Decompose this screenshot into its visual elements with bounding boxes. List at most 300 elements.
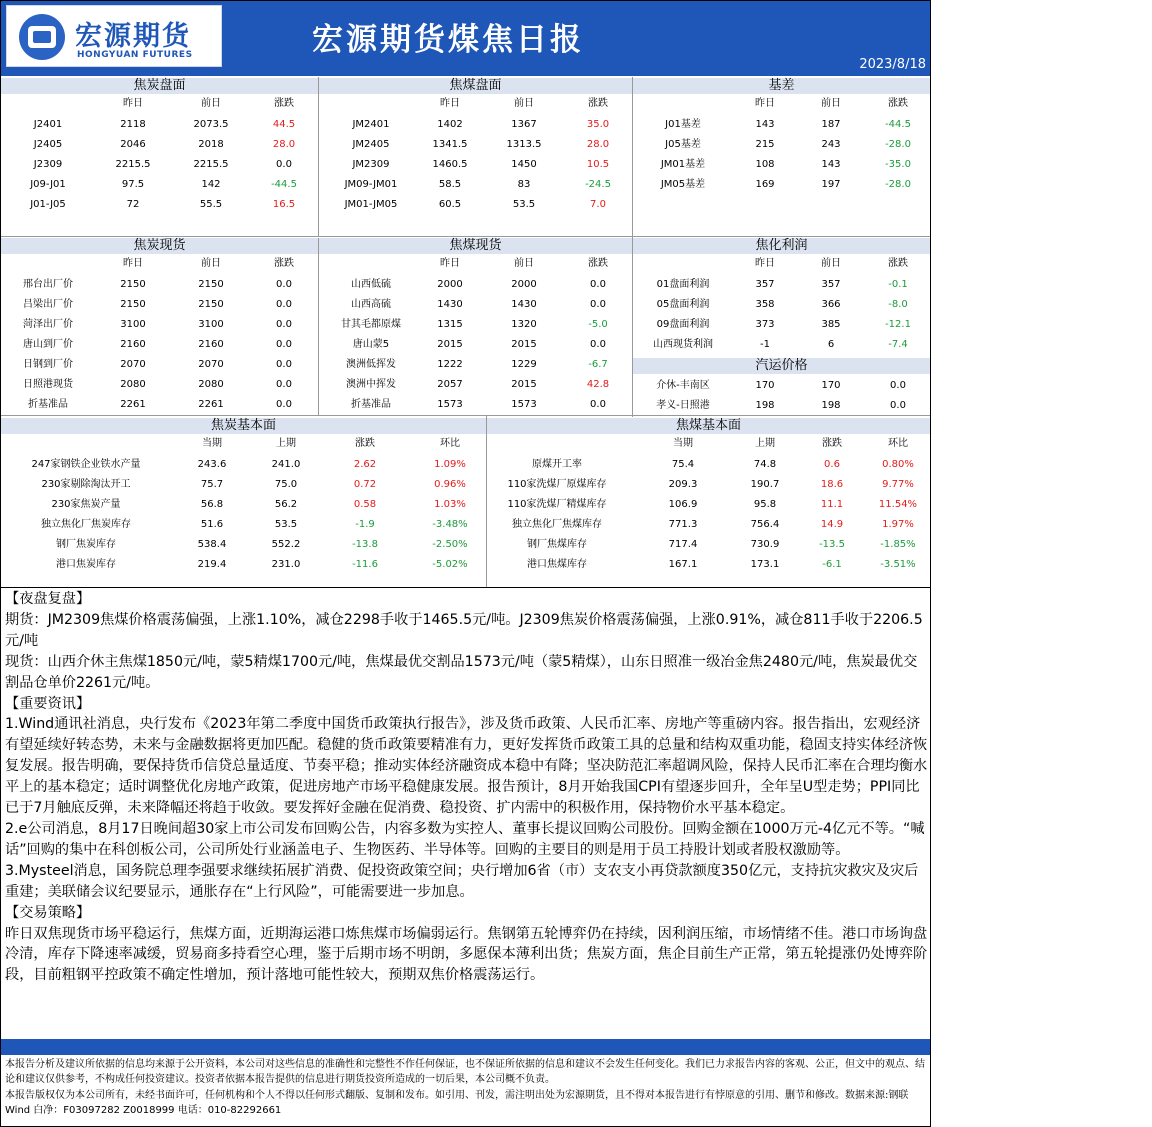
cell-value: 187 xyxy=(821,119,841,130)
column-header: 涨跌 xyxy=(274,98,294,109)
disclaimer xyxy=(5,1057,929,1119)
column-header: 昨日 xyxy=(440,98,460,109)
cell-value: 1367 xyxy=(511,119,537,130)
cell-value: 0.58 xyxy=(353,499,377,510)
cell-value: 2080 xyxy=(198,379,224,390)
table-row xyxy=(1,135,318,155)
section-title: 焦炭现货 xyxy=(1,238,318,254)
table-row xyxy=(1,315,318,335)
table-row xyxy=(633,155,930,175)
cell-value: 0.0 xyxy=(276,379,292,390)
column-header: 涨跌 xyxy=(822,438,842,449)
cell-value: 3100 xyxy=(198,319,224,330)
row-label: 介休-丰南区 xyxy=(656,380,710,391)
footer-divider-band xyxy=(1,1039,930,1055)
report-date: 2023/8/18 xyxy=(859,57,926,72)
cell-value: 2070 xyxy=(198,359,224,370)
column-header: 当期 xyxy=(202,438,222,449)
row-label: 澳洲低挥发 xyxy=(346,359,396,370)
cell-value: 53.5 xyxy=(274,519,298,530)
company-logo xyxy=(6,5,222,67)
cell-value: 0.0 xyxy=(276,319,292,330)
cell-value: 28.0 xyxy=(272,139,296,150)
section-title: 基差 xyxy=(633,78,930,94)
row-label: J2401 xyxy=(33,119,63,130)
disclaimer-line-2: 本报告版权仅为本公司所有，未经书面许可，任何机构和个人不得以任何形式翻版、复制和发布。如引用、刊发，需注明出处为宏源期货，且不得对本报告进行有悖原意的引用、删节和修改。数据来源:钢联 Wind 白净：F03097282 Z0018999 电话：010-82292661 xyxy=(5,1089,909,1117)
cell-value: -7.4 xyxy=(888,339,908,350)
news-item-1: 1.Wind通讯社消息，央行发布《2023年第二季度中国货币政策执行报告》，涉及货币政策、人民币汇率、房地产等重磅内容。报告指出，宏观经济有望延续好转态势，未来与金融数据将更加匹配。稳健的货币政策要精准有力，更好发挥货币政策工具的总量和结构双重功能，稳固支持实体经济恢复发展。报告明确，要保持货币信贷总量适度、节奏平稳；推动实体经济融资成本稳中有降；坚决防范汇率超调风险，保持人民币汇率在合理均衡水平上的基本稳定；适时调整优化房地产政策，促进房地产市场平稳健康发展。报告预计，8月开始我国CPI有望逐步回升，全年呈U型走势；PPI同比已于7月触底反弹，未来降幅还将趋于收敛。要发挥好金融在促消费、稳投资、扩内需中的积极作用，保持物价水平基本稳定。 xyxy=(5,716,928,817)
cell-value: 771.3 xyxy=(668,519,698,530)
cell-value: -3.48% xyxy=(432,519,468,530)
cell-value: -6.7 xyxy=(588,359,608,370)
cell-value: 538.4 xyxy=(197,539,227,550)
cell-value: 0.0 xyxy=(276,339,292,350)
table-row xyxy=(1,535,486,555)
cell-value: -2.50% xyxy=(432,539,468,550)
cell-value: 58.5 xyxy=(438,179,462,190)
cell-value: 0.0 xyxy=(890,380,906,391)
cell-value: 1573 xyxy=(511,399,537,410)
section-title: 焦煤基本面 xyxy=(487,418,930,434)
row-label: 澳洲中挥发 xyxy=(346,379,396,390)
column-header: 涨跌 xyxy=(888,98,908,109)
cell-value: 2160 xyxy=(198,339,224,350)
table-row xyxy=(633,335,930,355)
cell-value: -0.1 xyxy=(888,279,908,290)
cell-value: 2261 xyxy=(198,399,224,410)
row-label: JM2405 xyxy=(352,139,390,150)
row-label: 247家钢铁企业铁水产量 xyxy=(31,459,141,470)
cell-value: 2080 xyxy=(120,379,146,390)
column-header: 前日 xyxy=(201,258,221,269)
cell-value: 28.0 xyxy=(586,139,610,150)
table-row xyxy=(1,395,318,415)
cell-value: 6 xyxy=(827,339,835,350)
cell-value: -1 xyxy=(760,339,770,350)
cell-value: 2015 xyxy=(437,339,463,350)
cell-value: 167.1 xyxy=(668,559,698,570)
news-heading: 【重要资讯】 xyxy=(5,695,91,712)
cell-value: 0.0 xyxy=(590,299,606,310)
cell-value: -24.5 xyxy=(585,179,611,190)
cell-value: 2046 xyxy=(120,139,146,150)
column-header: 环比 xyxy=(440,438,460,449)
cell-value: 209.3 xyxy=(668,479,698,490)
row-label: 山西现货利润 xyxy=(653,339,713,350)
cell-value: 7.0 xyxy=(590,199,606,210)
cell-value: 2000 xyxy=(437,279,463,290)
cell-value: 1573 xyxy=(437,399,463,410)
cell-value: 2150 xyxy=(120,279,146,290)
column-header: 上期 xyxy=(755,438,775,449)
freight-price-table xyxy=(633,358,930,415)
cell-value: 717.4 xyxy=(668,539,698,550)
row-label: JM09-JM01 xyxy=(344,179,398,190)
section-title: 汽运价格 xyxy=(633,358,930,374)
column-header: 昨日 xyxy=(755,258,775,269)
cell-value: 241.0 xyxy=(271,459,301,470)
column-header: 昨日 xyxy=(440,258,460,269)
table-row xyxy=(1,515,486,535)
row-label: 港口焦炭库存 xyxy=(56,559,116,570)
table-row xyxy=(319,395,632,415)
cell-value: 18.6 xyxy=(820,479,844,490)
cell-value: 75.0 xyxy=(274,479,298,490)
cell-value: 142 xyxy=(201,179,221,190)
coking-profit-table xyxy=(633,238,930,355)
table-row xyxy=(319,335,632,355)
cell-value: 1229 xyxy=(511,359,537,370)
cell-value: 0.0 xyxy=(590,399,606,410)
cell-value: 75.7 xyxy=(200,479,224,490)
strategy-text: 昨日双焦现货市场平稳运行，焦煤方面，近期海运港口炼焦煤市场偏弱运行。焦钢第五轮博弈仍在持续，因利润压缩，市场情绪不佳。港口市场询盘冷清，库存下降速率减缓，贸易商多持看空心理，鉴于后期市场不明朗，多愿保本薄利出货；焦炭方面，焦企目前生产正常，第五轮提涨仍处博弈阶段，目前粗钢平控政策不确定性增加，预计落地可能性较大，预期双焦价格震荡运行。 xyxy=(5,925,928,984)
cell-value: 2150 xyxy=(198,279,224,290)
row-label: 吕梁出厂价 xyxy=(23,299,73,310)
cell-value: 1.09% xyxy=(434,459,466,470)
table-row xyxy=(633,376,930,396)
cell-value: -11.6 xyxy=(352,559,378,570)
cell-value: 42.8 xyxy=(586,379,610,390)
cell-value: -13.5 xyxy=(819,539,845,550)
cell-value: 198 xyxy=(821,400,841,411)
cell-value: 11.54% xyxy=(878,499,918,510)
table-row xyxy=(633,295,930,315)
row-label: 山西高硫 xyxy=(351,299,391,310)
cell-value: 35.0 xyxy=(586,119,610,130)
cell-value: -28.0 xyxy=(885,139,911,150)
cell-value: 0.0 xyxy=(276,159,292,170)
row-label: 日钢到厂价 xyxy=(23,359,73,370)
section-title: 焦化利润 xyxy=(633,238,930,254)
cell-value: 1315 xyxy=(437,319,463,330)
row-label: 甘其毛都原煤 xyxy=(341,319,401,330)
cell-value: -1.85% xyxy=(880,539,916,550)
cell-value: 9.77% xyxy=(882,479,914,490)
table-row xyxy=(319,275,632,295)
cell-value: 2000 xyxy=(511,279,537,290)
cell-value: 231.0 xyxy=(271,559,301,570)
cell-value: 173.1 xyxy=(750,559,780,570)
row-label: 110家洗煤厂精煤库存 xyxy=(507,499,607,510)
table-row xyxy=(633,115,930,135)
cell-value: 53.5 xyxy=(512,199,536,210)
cell-value: 373 xyxy=(755,319,775,330)
cell-value: 16.5 xyxy=(272,199,296,210)
cell-value: 51.6 xyxy=(200,519,224,530)
cell-value: 1460.5 xyxy=(432,159,468,170)
cell-value: 0.0 xyxy=(276,359,292,370)
cell-value: 56.8 xyxy=(200,499,224,510)
cell-value: -1.9 xyxy=(355,519,375,530)
cell-value: 0.96% xyxy=(434,479,466,490)
cell-value: 1430 xyxy=(511,299,537,310)
row-label: J2309 xyxy=(33,159,63,170)
cell-value: -5.0 xyxy=(588,319,608,330)
table-row xyxy=(1,495,486,515)
coke-spot-table xyxy=(1,238,318,415)
cell-value: -12.1 xyxy=(885,319,911,330)
cell-value: 243.6 xyxy=(197,459,227,470)
cell-value: 3100 xyxy=(120,319,146,330)
column-header: 前日 xyxy=(201,98,221,109)
cell-value: 357 xyxy=(755,279,775,290)
section-title: 焦炭盘面 xyxy=(1,78,318,94)
cell-value: 385 xyxy=(821,319,841,330)
row-label: JM05基差 xyxy=(660,179,706,190)
coke-fundamentals-table xyxy=(1,418,486,587)
column-header: 涨跌 xyxy=(274,258,294,269)
cell-value: 143 xyxy=(755,119,775,130)
row-label: J01基差 xyxy=(665,119,701,130)
cell-value: 1.03% xyxy=(434,499,466,510)
night-spot-text: 现货：山西介休主焦煤1850元/吨，蒙5精煤1700元/吨，焦煤最优交割品1573元/吨（蒙5精煤），山东日照准一级冶金焦2480元/吨，焦炭最优交割品仓单价2261元/吨。 xyxy=(5,653,918,691)
table-row xyxy=(319,355,632,375)
cell-value: 95.8 xyxy=(753,499,777,510)
cell-value: 358 xyxy=(755,299,775,310)
row-label: 230家焦炭产量 xyxy=(51,499,121,510)
row-label: JM01基差 xyxy=(660,159,706,170)
table-row xyxy=(487,495,930,515)
table-row xyxy=(487,535,930,555)
logo-mark-icon xyxy=(19,14,65,60)
coal-futures-table xyxy=(319,78,632,236)
cell-value: 170 xyxy=(755,380,775,391)
column-header: 环比 xyxy=(888,438,908,449)
table-row xyxy=(1,355,318,375)
cell-value: 215 xyxy=(755,139,775,150)
cell-value: 83 xyxy=(517,179,531,190)
cell-value: 143 xyxy=(821,159,841,170)
row-label: 独立焦化厂焦煤库存 xyxy=(512,519,602,530)
cell-value: 11.1 xyxy=(820,499,844,510)
cell-value: 10.5 xyxy=(586,159,610,170)
cell-value: 2150 xyxy=(120,299,146,310)
column-header: 涨跌 xyxy=(588,258,608,269)
cell-value: 55.5 xyxy=(199,199,223,210)
table-row xyxy=(1,155,318,175)
cell-value: -5.02% xyxy=(432,559,468,570)
logo-english-name: HONGYUAN FUTURES xyxy=(77,50,193,60)
cell-value: 72 xyxy=(126,199,140,210)
row-label: J01-J05 xyxy=(30,199,66,210)
cell-value: 2118 xyxy=(120,119,146,130)
column-header: 上期 xyxy=(276,438,296,449)
cell-value: 198 xyxy=(755,400,775,411)
cell-value: 190.7 xyxy=(750,479,780,490)
cell-value: 1402 xyxy=(437,119,463,130)
cell-value: 1430 xyxy=(437,299,463,310)
column-header: 涨跌 xyxy=(355,438,375,449)
cell-value: 0.0 xyxy=(590,279,606,290)
row-label: 港口焦煤库存 xyxy=(527,559,587,570)
row-label: 唐山到厂价 xyxy=(23,339,73,350)
cell-value: -28.0 xyxy=(885,179,911,190)
row-label: 钢厂焦炭库存 xyxy=(56,539,116,550)
row-label: 折基准品 xyxy=(28,399,68,410)
strategy-heading: 【交易策略】 xyxy=(5,904,91,921)
coke-futures-table xyxy=(1,78,318,236)
table-row xyxy=(319,295,632,315)
cell-value: 1341.5 xyxy=(432,139,468,150)
cell-value: 75.4 xyxy=(671,459,695,470)
table-row xyxy=(1,555,486,575)
cell-value: 366 xyxy=(821,299,841,310)
cell-value: 1222 xyxy=(437,359,463,370)
table-row xyxy=(1,275,318,295)
cell-value: 243 xyxy=(821,139,841,150)
row-label: 原煤开工率 xyxy=(532,459,582,470)
commentary xyxy=(5,589,929,986)
cell-value: 169 xyxy=(755,179,775,190)
cell-value: 2070 xyxy=(120,359,146,370)
cell-value: 0.0 xyxy=(890,400,906,411)
row-label: 邢台出厂价 xyxy=(23,279,73,290)
cell-value: 2.62 xyxy=(353,459,377,470)
cell-value: 74.8 xyxy=(753,459,777,470)
table-row xyxy=(1,175,318,195)
table-row xyxy=(319,315,632,335)
row-label: 230家剔除淘汰开工 xyxy=(41,479,131,490)
cell-value: -44.5 xyxy=(271,179,297,190)
table-row xyxy=(319,175,632,195)
table-row xyxy=(633,135,930,155)
cell-value: 219.4 xyxy=(197,559,227,570)
column-header: 涨跌 xyxy=(888,258,908,269)
row-label: 01盘面利润 xyxy=(656,279,710,290)
cell-value: -3.51% xyxy=(880,559,916,570)
cell-value: 756.4 xyxy=(750,519,780,530)
row-label: 山西低硫 xyxy=(351,279,391,290)
table-row xyxy=(319,195,632,215)
cell-value: -8.0 xyxy=(888,299,908,310)
table-row xyxy=(633,175,930,195)
cell-value: 106.9 xyxy=(668,499,698,510)
column-header: 昨日 xyxy=(123,98,143,109)
table-row xyxy=(1,195,318,215)
table-row xyxy=(487,455,930,475)
cell-value: 2015 xyxy=(511,339,537,350)
cell-value: 2160 xyxy=(120,339,146,350)
row-label: 钢厂焦煤库存 xyxy=(527,539,587,550)
row-label: 唐山蒙5 xyxy=(352,339,390,350)
cell-value: 0.0 xyxy=(590,339,606,350)
section-title: 焦煤现货 xyxy=(319,238,632,254)
table-row xyxy=(633,315,930,335)
row-label: 05盘面利润 xyxy=(656,299,710,310)
row-label: J2405 xyxy=(33,139,63,150)
report-title: 宏源期货煤焦日报 xyxy=(312,22,584,58)
row-label: 折基准品 xyxy=(351,399,391,410)
cell-value: 2215.5 xyxy=(115,159,151,170)
table-row xyxy=(319,155,632,175)
cell-value: 108 xyxy=(755,159,775,170)
table-row xyxy=(1,335,318,355)
row-label: J09-J01 xyxy=(30,179,66,190)
table-row xyxy=(487,475,930,495)
cell-value: 0.0 xyxy=(276,279,292,290)
table-row xyxy=(633,275,930,295)
cell-value: -13.8 xyxy=(352,539,378,550)
column-header: 前日 xyxy=(514,98,534,109)
table-row xyxy=(633,396,930,416)
cell-value: 1320 xyxy=(511,319,537,330)
row-label: 日照港现货 xyxy=(23,379,73,390)
cell-value: 552.2 xyxy=(271,539,301,550)
column-header: 前日 xyxy=(821,258,841,269)
cell-value: 0.0 xyxy=(276,299,292,310)
column-header: 前日 xyxy=(514,258,534,269)
table-row xyxy=(487,515,930,535)
cell-value: 60.5 xyxy=(438,199,462,210)
row-label: JM2401 xyxy=(352,119,390,130)
table-row xyxy=(1,375,318,395)
logo-chinese-name: 宏源期货 xyxy=(75,21,191,52)
coal-fundamentals-table xyxy=(487,418,930,587)
row-label: 孝义-日照港 xyxy=(656,400,710,411)
cell-value: 44.5 xyxy=(272,119,296,130)
table-row xyxy=(319,375,632,395)
cell-value: -6.1 xyxy=(822,559,842,570)
cell-value: 2073.5 xyxy=(193,119,229,130)
table-row xyxy=(319,115,632,135)
cell-value: 2150 xyxy=(198,299,224,310)
night-session-heading: 【夜盘复盘】 xyxy=(5,591,91,607)
row-label: J05基差 xyxy=(665,139,701,150)
cell-value: 2261 xyxy=(120,399,146,410)
cell-value: 1313.5 xyxy=(506,139,542,150)
cell-value: 14.9 xyxy=(820,519,844,530)
cell-value: 2018 xyxy=(198,139,224,150)
cell-value: 0.6 xyxy=(824,459,840,470)
coal-spot-table xyxy=(319,238,632,415)
table-row xyxy=(487,555,930,575)
cell-value: 1450 xyxy=(511,159,537,170)
news-item-2: 2.e公司消息，8月17日晚间超30家上市公司发布回购公告，内容多数为实控人、董事长提议回购公司股份。回购金额在1000万元-4亿元不等。“喊话”回购的集中在科创板公司，公司所处行业涵盖电子、生物医药、半导体等。回购的主要目的则是用于员工持股计划或者股权激励等。 xyxy=(5,820,925,858)
report-header xyxy=(1,1,930,76)
row-label: 菏泽出厂价 xyxy=(23,319,73,330)
cell-value: 357 xyxy=(821,279,841,290)
cell-value: 0.72 xyxy=(353,479,377,490)
disclaimer-line-1: 本报告分析及建议所依据的信息均来源于公开资料，本公司对这些信息的准确性和完整性不作任何保证，也不保证所依据的信息和建议不会发生任何变化。我们已力求报告内容的客观、公正，但文中的观点、结论和建议仅供参考，不构成任何投资建议。投资者依据本报告提供的信息进行期货投资所造成的一切后果，本公司概不负责。 xyxy=(5,1059,925,1086)
cell-value: 0.80% xyxy=(882,459,914,470)
row-label: 09盘面利润 xyxy=(656,319,710,330)
column-header: 昨日 xyxy=(755,98,775,109)
table-row xyxy=(1,455,486,475)
cell-value: 2057 xyxy=(437,379,463,390)
basis-table xyxy=(633,78,930,236)
row-label: 110家洗煤厂原煤库存 xyxy=(507,479,607,490)
table-row xyxy=(1,115,318,135)
cell-value: -35.0 xyxy=(885,159,911,170)
column-header: 昨日 xyxy=(123,258,143,269)
cell-value: 97.5 xyxy=(121,179,145,190)
cell-value: 730.9 xyxy=(750,539,780,550)
news-item-3: 3.Mysteel消息，国务院总理李强要求继续拓展扩消费、促投资政策空间；央行增加6省（市）支农支小再贷款额度350亿元，支持抗灾救灾及灾后重建；美联储会议纪要显示，通胀存在“上行风险”，可能需要进一步加息。 xyxy=(5,862,919,900)
cell-value: 1.97% xyxy=(882,519,914,530)
column-header: 涨跌 xyxy=(588,98,608,109)
row-label: 独立焦化厂焦炭库存 xyxy=(41,519,131,530)
cell-value: 56.2 xyxy=(274,499,298,510)
cell-value: 170 xyxy=(821,380,841,391)
row-label: JM01-JM05 xyxy=(344,199,398,210)
cell-value: 197 xyxy=(821,179,841,190)
table-row xyxy=(1,475,486,495)
cell-value: 2015 xyxy=(511,379,537,390)
section-title: 焦煤盘面 xyxy=(319,78,632,94)
cell-value: 0.0 xyxy=(276,399,292,410)
table-row xyxy=(319,135,632,155)
section-title: 焦炭基本面 xyxy=(1,418,486,434)
